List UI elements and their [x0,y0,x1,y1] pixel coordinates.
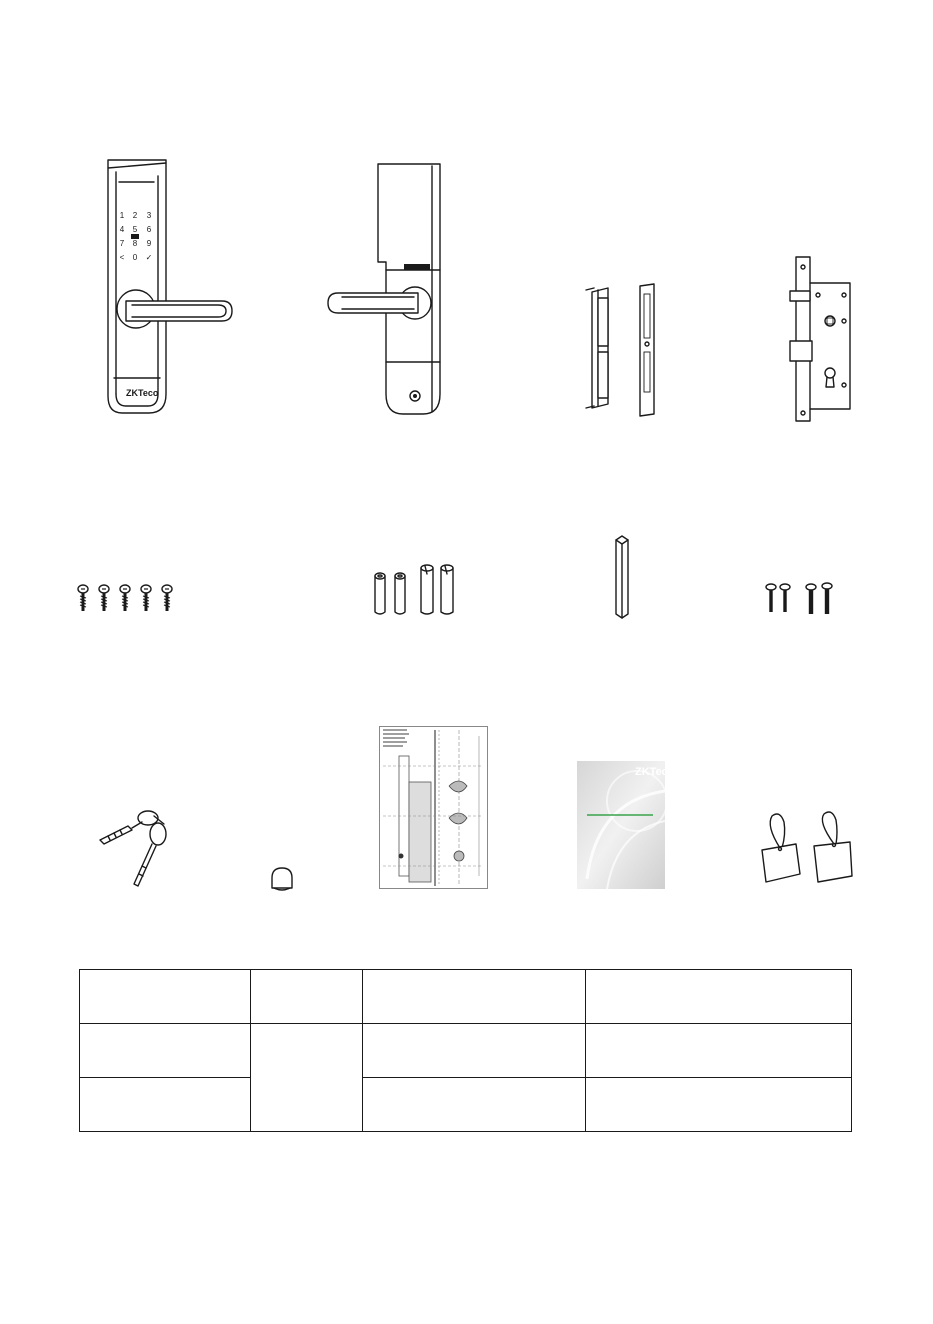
spec-table [79,969,852,1132]
front-panel-icon [94,158,244,420]
back-panel-icon [318,162,448,420]
keypad-key: 7 [119,239,125,248]
table-cell [251,970,363,1024]
mortise-icon [786,255,856,425]
table-cell [80,970,251,1024]
table-cell [363,970,586,1024]
keypad-key: 3 [146,211,152,220]
table-row [80,970,852,1024]
cards-icon [752,812,862,894]
table-cell [363,1024,586,1078]
strike-plates-icon [584,280,664,420]
manual-brand: ZKTeco [635,766,675,778]
keypad-key: 9 [146,239,152,248]
table-cell [363,1078,586,1132]
template-icon [379,726,489,890]
knob-icon [268,866,298,892]
spindle-icon [610,534,634,622]
keypad-key: < [119,253,125,262]
keys-icon [98,804,182,890]
table-row [80,1078,852,1132]
table-cell [586,970,852,1024]
keypad-key: 4 [119,225,125,234]
table-cell [586,1078,852,1132]
keypad-key: 1 [119,211,125,220]
keypad-key: 8 [132,239,138,248]
keypad-key: 2 [132,211,138,220]
brand-logo: ZKTeco [126,388,159,398]
table-row [80,1024,852,1078]
keypad-key: 5 [132,225,138,234]
screws-icon [76,584,186,614]
table-cell [80,1024,251,1078]
long-screws-icon [764,582,840,618]
keypad-key: 6 [146,225,152,234]
anchors-icon [371,562,471,618]
keypad-key: ✓ [145,253,153,262]
manual-icon [577,761,675,889]
table-cell [251,1024,363,1132]
table-cell [586,1024,852,1078]
keypad-key: 0 [132,253,138,262]
table-cell [80,1078,251,1132]
